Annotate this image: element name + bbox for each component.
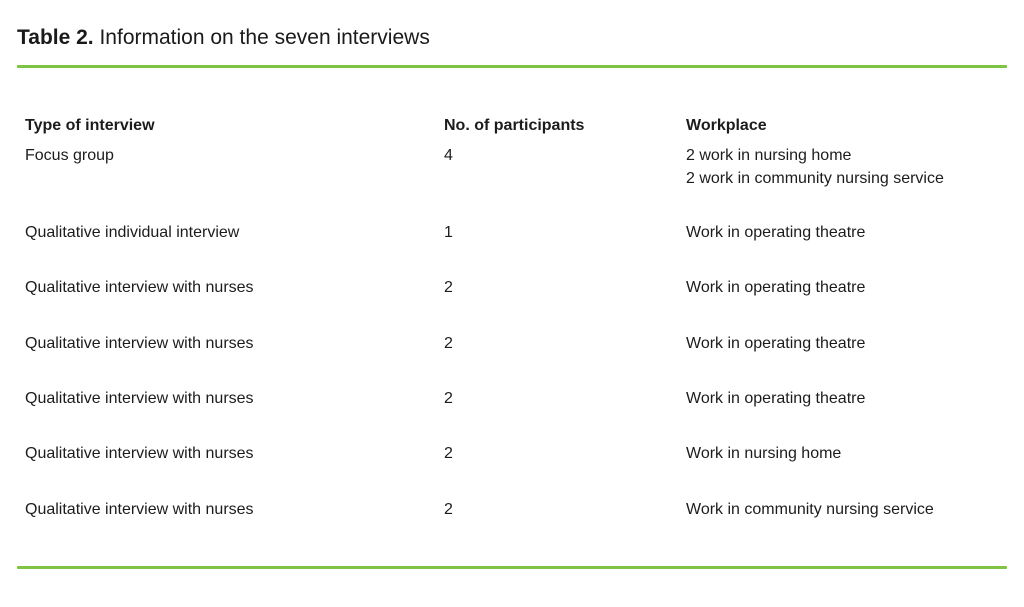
table-caption	[17, 25, 430, 51]
participants-count: 2	[444, 501, 453, 518]
participants-count: 1	[444, 224, 453, 241]
workplace-line: 2 work in nursing home	[686, 147, 852, 164]
interview-type: Qualitative interview with nurses	[25, 279, 254, 296]
workplace-line: Work in operating theatre	[686, 279, 866, 296]
workplace	[686, 442, 1016, 465]
interview-type: Qualitative interview with nurses	[25, 335, 254, 352]
bottom-rule	[17, 566, 1007, 569]
workplace	[686, 387, 1016, 410]
participants-count: 2	[444, 279, 453, 296]
table-caption-label: Table 2.	[17, 26, 94, 49]
header-workplace: Workplace	[686, 117, 767, 134]
workplace	[686, 332, 1016, 355]
interview-type: Qualitative individual interview	[25, 224, 240, 241]
workplace	[686, 144, 1016, 190]
participants-count: 2	[444, 445, 453, 462]
workplace-line: Work in community nursing service	[686, 501, 934, 518]
workplace-line: 2 work in community nursing service	[686, 170, 944, 187]
table-caption-text: Information on the seven interviews	[93, 26, 430, 49]
workplace	[686, 498, 1016, 521]
participants-count: 2	[444, 335, 453, 352]
interview-type: Qualitative interview with nurses	[25, 390, 254, 407]
interview-type: Qualitative interview with nurses	[25, 501, 254, 518]
workplace-line: Work in operating theatre	[686, 335, 866, 352]
top-rule	[17, 65, 1007, 68]
workplace	[686, 276, 1016, 299]
workplace-line: Work in nursing home	[686, 445, 842, 462]
workplace	[686, 221, 1016, 244]
header-no-of-participants: No. of participants	[444, 117, 585, 134]
participants-count: 2	[444, 390, 453, 407]
interview-type: Focus group	[25, 147, 114, 164]
header-type-of-interview: Type of interview	[25, 117, 155, 134]
workplace-line: Work in operating theatre	[686, 390, 866, 407]
interview-type: Qualitative interview with nurses	[25, 445, 254, 462]
participants-count: 4	[444, 147, 453, 164]
workplace-line: Work in operating theatre	[686, 224, 866, 241]
